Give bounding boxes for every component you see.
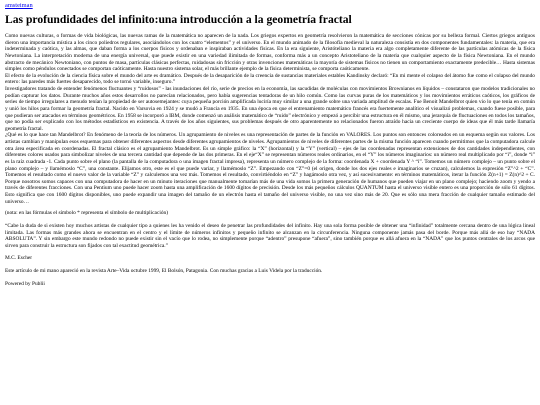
quote-signature: M.C. Escher — [5, 255, 33, 262]
page-title: Las profundidades del infinito:una introducción a la geometría fractal — [5, 13, 352, 26]
kandinsky-paragraph: El efecto de la evolución de la ciencia física sobre el mundo del arte es dramático. Después de la desaparición de la creencia de sustancias materiales estables Kandinsky declaró: “En mi mente el colapso del átomo fue como el colapso del mundo entero: las paredes más fuertes desaparecido, todo se tornó variable, inseguro.” — [5, 72, 535, 86]
ideas-paragraph: ¿Qué es lo que hace tan Mandelbrot? En fenómeno de la teoría de los números. Un agrupamiento de niveles es una representación de partes de la función en VALORES. Los puntos son entonces coloreados en un esquema según sus valores. Los artistas cambian y manipulan esos esquemas para obtener diferentes aspectos desde diferentes agrupamientos de niveles. Agrupamientos de niveles de diferentes partes de la misma función aparecen cuando permitimos que la computadora calcule otra área especificada en coordenadas. El fractal clásico es el agrupamiento Mandelbrot. Es un simple gráfico: la “X” (horizontal) y la “Y” (vertical) – ejes de las coordenadas representan extensiones de dos cantidades independientes, con diferentes colores usados para simbolizar niveles de una tercera cantidad que depende de las dos primeras. En el eje“X” se representan números reales ordinarios, en el “Y” los números imaginarios: un número real multiplicado por “i”, donde “i” es la raíz cuadrada -1. Cada punto sobre el plano (la pantalla de la computadora o una imagen fractal impresa), representa un número complejo de la forma: coordenada X + coordenada Y ^ “i”. Tomemos un número complejo – un punto sobre el plano complejo – y llamémoslo “C”, una constante. Elijamos otro, este es el que puede variar, y llamémoslo “Z”. Empezando con “Z”=0 (el origen, donde los dos ejes reales e imaginarios se cruzan), calculemos la expresión “Z”^2 + “C”. Tomemos el resultado como el nuevo valor de la variable “Z” y calculemos una vez más. Tomemos el resultado, convirtiéndolo en “Z” y hagámoslo otra vez, y así sucesivamente: en términos matemáticos, iterar la función Z(n+1) = Z(n)^2 + C. Porque nosotros somos capaces con una computadora de hacer en un minuto iteraciones que manualmente tomarían más de una vida somos la primera generación de humanos que pueden viajar en un plano complejo; haciendo zoom y yendo a través de diferentes fracciones. Con una Pentium uno puede hacer zoom hasta una amplificación de 1600 dígitos de precisión. Desde los más pequeños cálculos QUANTUM hasta el universo visible entero es una proporción de sólo 61 dígitos. Esto significa que con 1600 dígitos disponibles, uno puede expandir una imagen del tamaño de un electrón hasta el tamaño del universo visible, no una vez sino más de 20. Que es sólo una mera fracción de cualquier tamaño estimado del universo… — [5, 132, 535, 205]
intro-paragraph: Como nuevas culturas, o formas de vida biológicas, las nuevas ramas de la matemática no aparecen de la nada. Los griegos expertos en geometría resolvieron la matemática de secciones cónicas por su belleza formal. Ciertos griegos antiguos dieron una importancia mística a los cinco poliedros regulares, asociándolos con los cuatro “elementos” y el universo. En el mundo animado de la filosofía medieval la naturaleza consistía en dos componentes fundamentales: la materia, que era indeterminada y caótica, y las almas, que daban forma a los cuerpos físicos y ordenaban e inspiraban actividades físicas. En la era siguiente, Aristóteliano la materia era algo completamente diferente de las partículas atómicas de la física Newtoniana. La interpretación moderna de una energía universal, que puede existir en una variedad ilimitada de formas, conforma más a un concepto Aristoteliano de la materia que cualquier aspecto de la física Newtoniana. En el mundo abstracto de mecánico Newtoniano, con puntos de masa, partículas clásicas perfectas, ruidadosas sin fricción y otras invenciones matemáticas la mayoría de sistemas físicos no tienen un comportamiento exactamente predecible… Hasta sistemas simples como péndulos conectados se comportan caóticamente. Hasta nuestro sistema solar, el más brillante ejemplo de la física determinista, se comporta caóticamente. — [5, 33, 535, 73]
publication-note: Este artículo de mi mano apareció en la revista Arte–Vida octubre 1999, El Bolsón, Patagonia. Con muchas gracias a Luis Videla por la traducción. — [5, 268, 323, 274]
escher-quote: “Cabe la duda de si existen hoy muchos artistas de cualquier tipo a quienes les ha venido el deseo de penetrar las profundidades del infinito. Hay una sola forma posible de obtener una “infinidad” totalmente cercana dentro de una lógica lineal limitada. Las formas más grandes ahora se encuentran en el centro y el límite de números infinitos y pequeño infinito se alcanzan en la circunferencia. Ninguna componente jamás pasa del borde. Porque más allá de eso hay “NADA ABSOLUTA”. Y sin embargo este mundo redondo no puede existir sin el vacío que lo rodea, no simplemente porque “adentro” presupone “afuera”, sino también porque es allá afuera en la “NADA” que los puntos centrales de los arcos que sirven para construir la estructura son fijados con tal exactitud geométrica.” — [5, 222, 535, 249]
formula-note: (nota: en las fórmulas el símbolo * representa el símbolo de multiplicación) — [5, 210, 169, 217]
author-link[interactable]: amsteiman — [5, 2, 33, 9]
mandelbrot-paragraph: Investigadores tratando de entender fenómenos fluctuantes y “ruidosos” - las inundaciones del río, serie de precios en la economía, las sacudidas de moléculas con movimientos Brownianos en líquidos – constataron que modelos tradicionales no podían capturar los datos. Durante muchos años estos desarrollos no parecían relacionados, pero había sugerencias tentadoras de un hilo común. Como las curvas puras de los matemáticos y los movimientos erráticos caóticos, los gráficos de series de tiempo irregulares a menudo tenían la propiedad de ser autosemejantes: cuya pequeña porción amplificada luciría muy similar a una grande sobre una variada amplitud de escalas. Fue Benoit Mandelbrot quien vio lo que tenía en común y unió los hilos para formar la geometría fractal. Nacido en Varsovia en 1924 y se mudó a Francia en 1935. En una época en que el entrenamiento matemático francés era fuertemente analítico el visualizó problemas, cuando fuese posible, para que pudieran ser atacados en términos geométricos. En 1958 se incorporó a IBM, donde comenzó un análisis matemático de “ruido” electrónico y empezó a percibir una estructura en él mismo, una jerarquía de fluctuaciones en todos los tamaños, que no podía ser explicado con los métodos estadísticos en existencia. A través de los años siguientes, sus problemas después de otro aparentemente no relacionados fueron atraído hacia un creciente cuerpo de ideas que él más tarde llamaría geometría fractal. — [5, 86, 535, 132]
footer-powered-by: Powered by Publii — [5, 280, 45, 287]
